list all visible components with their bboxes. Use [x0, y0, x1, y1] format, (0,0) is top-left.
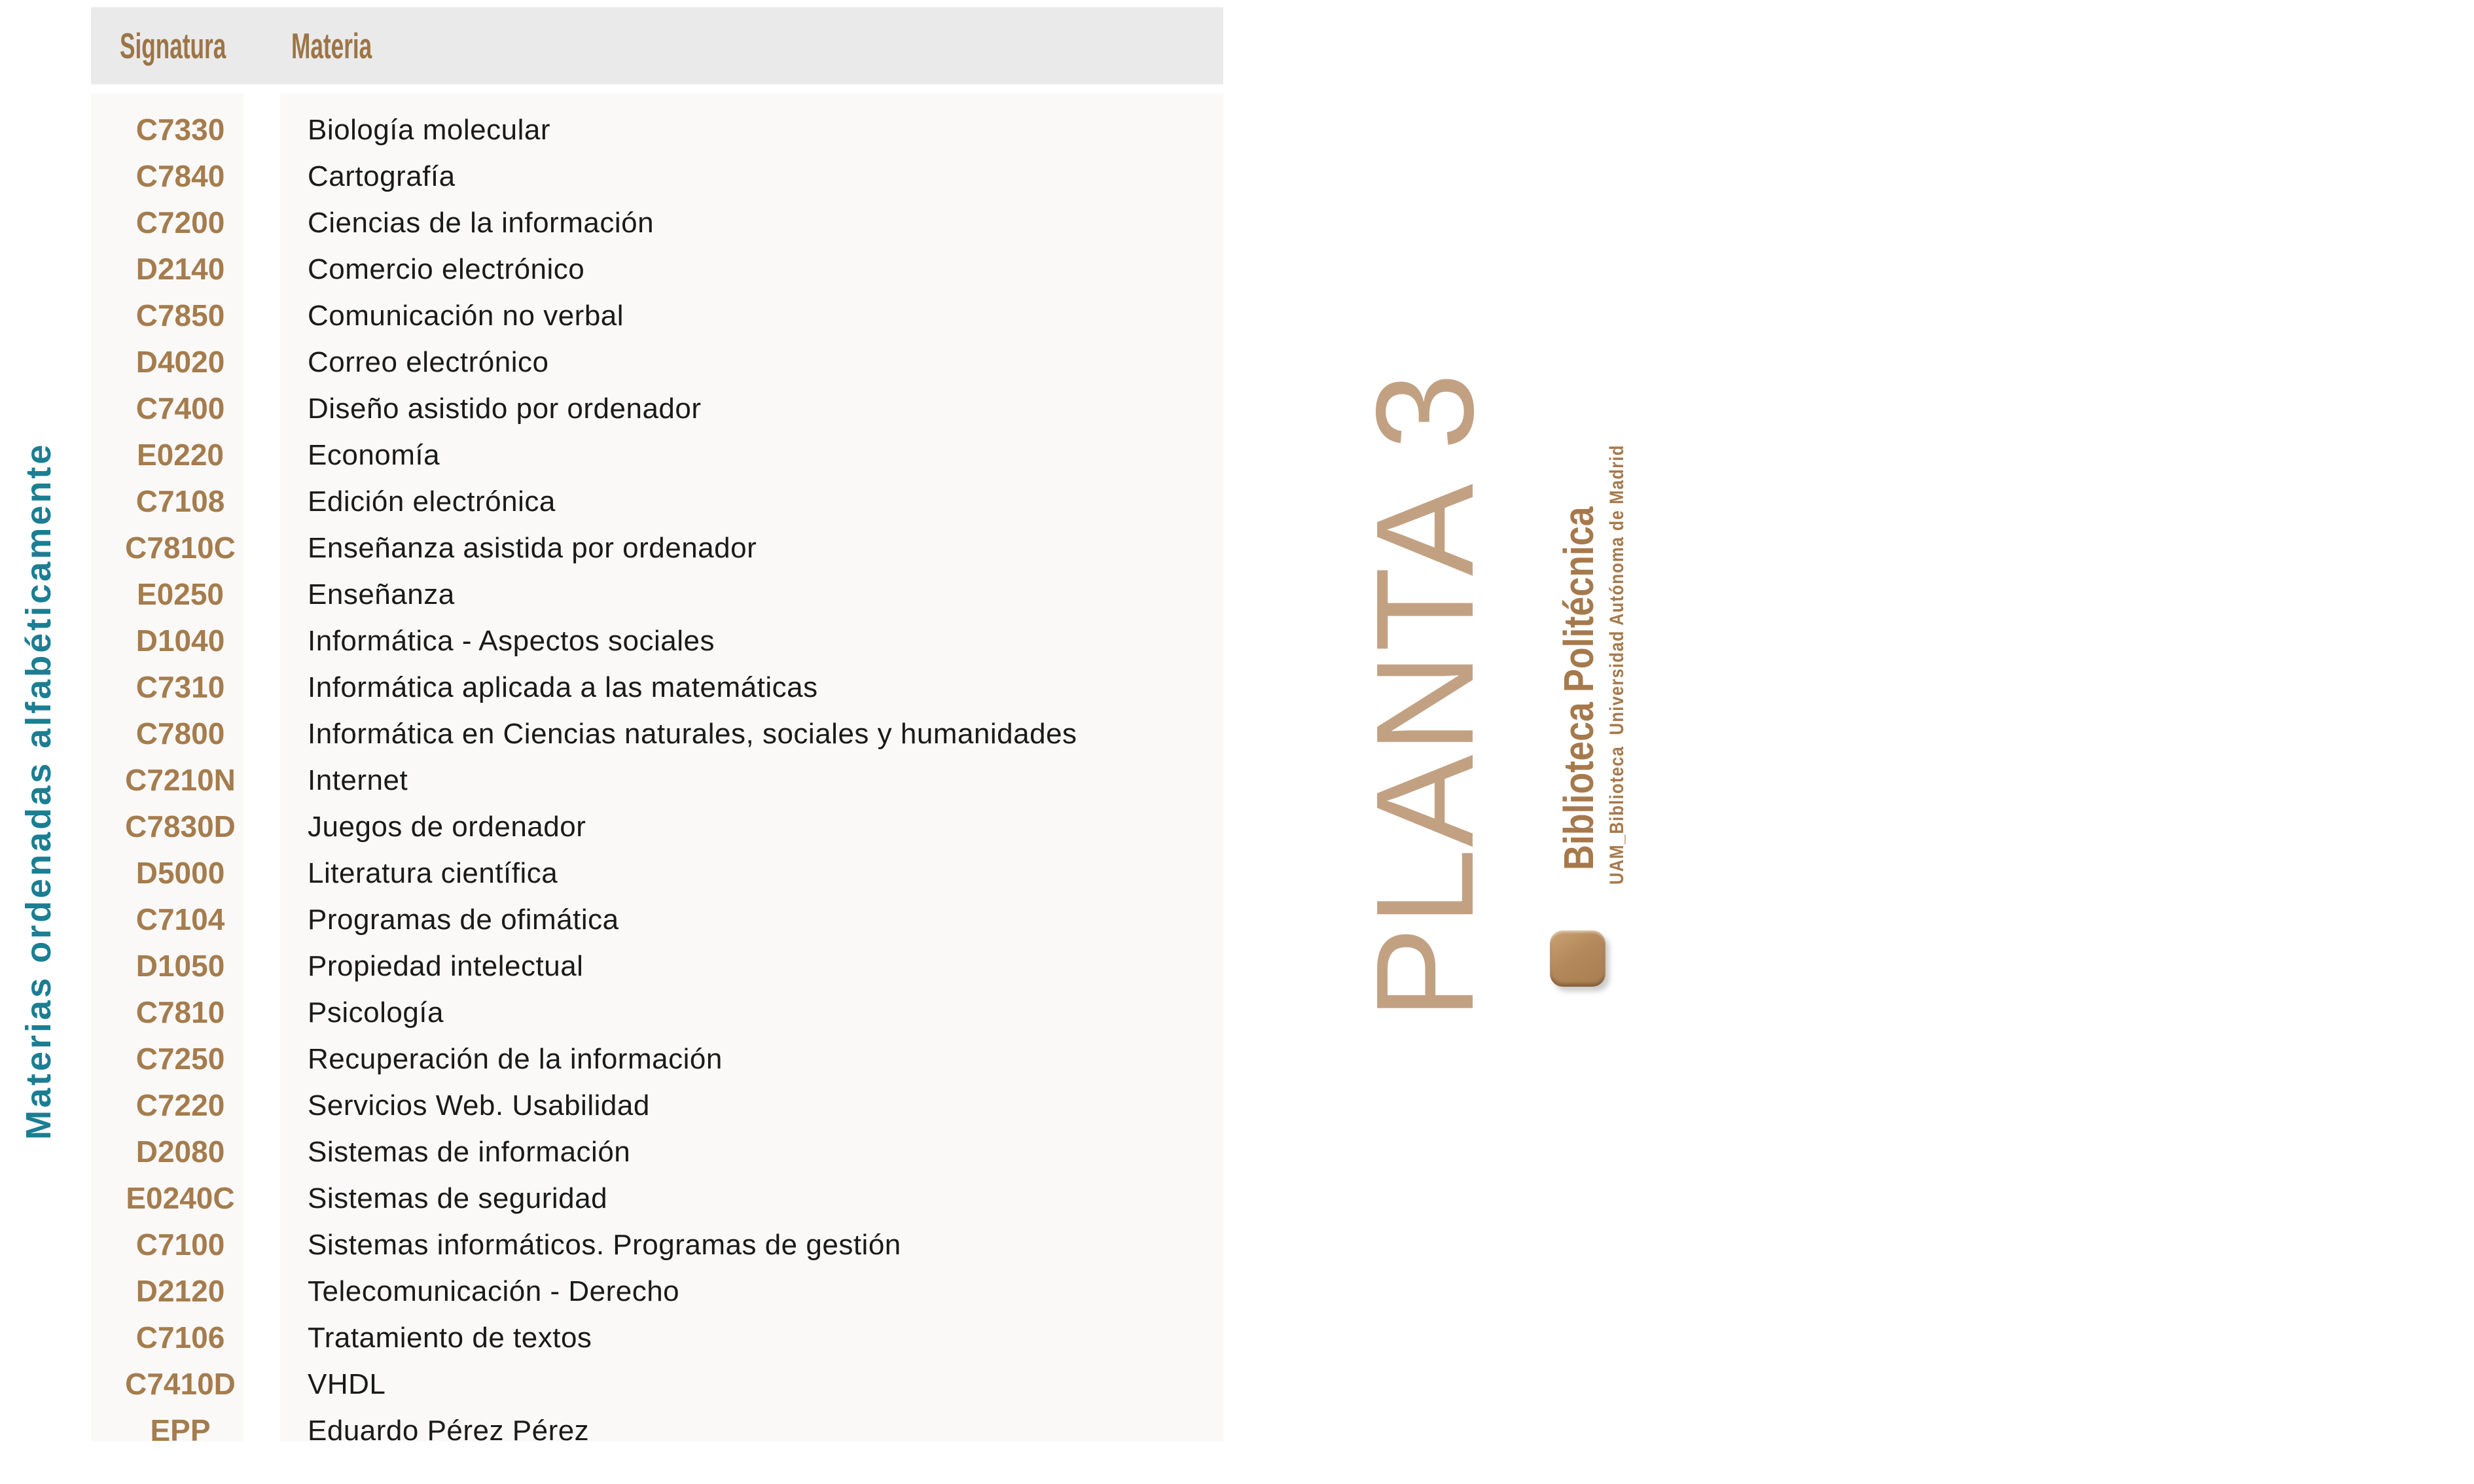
signatura-cell: C7830D	[125, 809, 236, 843]
materia-cell: Literatura científica	[308, 857, 558, 889]
materia-cell: Comercio electrónico	[308, 253, 585, 285]
materia-cell: Edición electrónica	[308, 486, 556, 518]
signatura-cell: E0250	[136, 577, 224, 611]
signatura-cell: C7108	[135, 484, 225, 518]
signatura-cell: D2140	[135, 252, 225, 286]
signatura-cell: C7850	[135, 298, 225, 332]
signatura-cell: C7210N	[125, 763, 236, 797]
signatura-cell: C7310	[135, 670, 225, 704]
materia-cell: VHDL	[308, 1368, 386, 1400]
signatura-cell: E0220	[136, 438, 224, 472]
materia-cell: Sistemas informáticos. Programas de gestión	[308, 1229, 901, 1261]
materia-header-label: Materia	[291, 26, 372, 66]
materia-cell: Internet	[308, 764, 408, 796]
signatura-cell: D2120	[135, 1274, 225, 1308]
signatura-cell: C7410D	[125, 1367, 236, 1401]
materia-cell: Sistemas de seguridad	[308, 1182, 608, 1214]
materia-cell: Programas de ofimática	[308, 904, 619, 936]
signatura-cell: C7330	[135, 113, 225, 147]
materia-cell: Correo electrónico	[308, 346, 549, 378]
signatura-cell: C7840	[135, 159, 225, 193]
planta-floor-label: PLANTA 3	[1347, 371, 1502, 1019]
materias-vertical-label: Materias ordenadas alfabéticamente	[19, 442, 58, 1140]
materia-cell: Juegos de ordenador	[308, 811, 586, 843]
signatura-cell: EPP	[150, 1413, 211, 1441]
materia-cell: Comunicación no verbal	[308, 300, 624, 332]
library-logo-icon	[1550, 930, 1605, 987]
signatura-cell: C7800	[135, 716, 225, 751]
signatura-cell: D1040	[135, 624, 225, 658]
signatura-header-label: Signatura	[120, 26, 226, 66]
signatura-cell: C7104	[135, 902, 225, 936]
materia-cell: Enseñanza asistida por ordenador	[308, 532, 757, 564]
signatura-cell: D4020	[135, 345, 225, 379]
materia-cell: Eduardo Pérez Pérez	[308, 1415, 590, 1441]
signatura-cell: C7810	[135, 995, 225, 1029]
materia-cell: Informática aplicada a las matemáticas	[308, 671, 818, 703]
materia-cell: Propiedad intelectual	[308, 950, 584, 982]
signatura-cell: C7250	[135, 1042, 225, 1076]
materia-cell: Enseñanza	[308, 578, 455, 610]
materia-cell: Sistemas de información	[308, 1136, 631, 1168]
materia-cell: Biología molecular	[308, 114, 550, 146]
signatura-cell: C7106	[135, 1320, 225, 1354]
materia-column	[280, 94, 1223, 1441]
materia-cell: Telecomunicación - Derecho	[308, 1275, 680, 1307]
signatura-column	[91, 94, 243, 1441]
signatura-cell: C7100	[135, 1228, 225, 1262]
signatura-cell: E0240C	[126, 1181, 235, 1215]
materia-cell: Psicología	[308, 997, 444, 1029]
materia-cell: Ciencias de la información	[308, 207, 654, 239]
signatura-cell: D1050	[135, 949, 225, 983]
signatura-cell: C7220	[135, 1088, 225, 1122]
signatura-cell: C7400	[135, 391, 225, 425]
materia-cell: Informática en Ciencias naturales, sociales y humanidades	[308, 718, 1077, 750]
signatura-cell: D2080	[135, 1135, 225, 1169]
materia-cell: Diseño asistido por ordenador	[308, 393, 702, 425]
materia-cell: Servicios Web. Usabilidad	[308, 1089, 650, 1122]
library-name-label: Biblioteca Politécnica	[1555, 506, 1602, 870]
materia-cell: Informática - Aspectos sociales	[308, 625, 715, 657]
signatura-cell: C7810C	[125, 531, 236, 565]
signatura-cell: C7200	[135, 205, 225, 239]
library-subtitle-label: UAM_Biblioteca Universidad Autónoma de Madrid	[1606, 444, 1628, 885]
materia-cell: Tratamiento de textos	[308, 1322, 592, 1354]
materia-cell: Economía	[308, 439, 440, 471]
materia-cell: Recuperación de la información	[308, 1043, 723, 1075]
signatura-cell: D5000	[135, 856, 225, 890]
table-header-bar	[91, 7, 1223, 84]
materia-cell: Cartografía	[308, 160, 456, 192]
